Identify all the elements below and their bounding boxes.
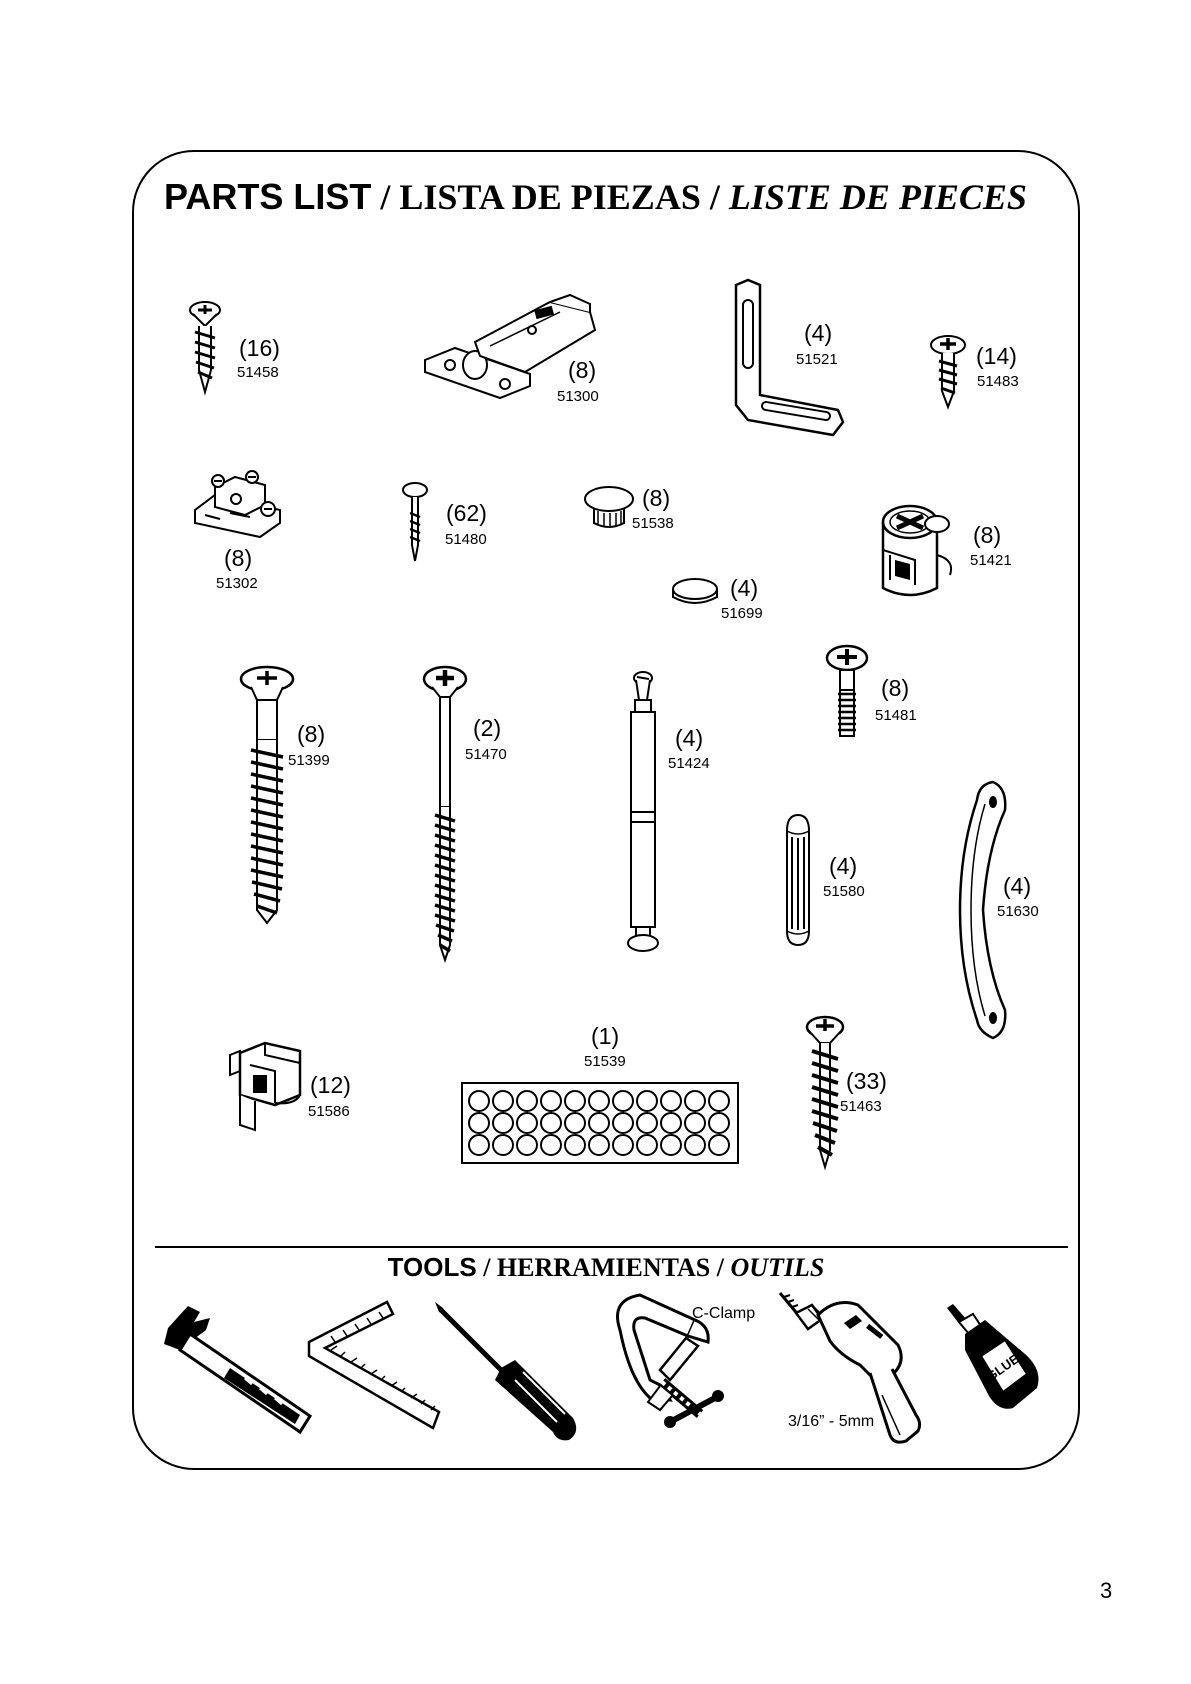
hammer-icon — [150, 1300, 320, 1440]
long-wood-screw-icon — [237, 665, 297, 927]
tool-drill — [770, 1285, 950, 1455]
part-code: 51630 — [997, 903, 1039, 920]
part-qty: (1) — [591, 1023, 620, 1049]
machine-screw-icon — [825, 645, 875, 740]
part-code: 51481 — [875, 707, 917, 724]
tools-title: TOOLS / HERRAMIENTAS / OUTILS — [387, 1252, 825, 1282]
part-qty: (16) — [239, 335, 280, 361]
tool-hammer — [150, 1300, 320, 1440]
part-code: 51521 — [796, 351, 838, 368]
part-code: 51580 — [823, 883, 865, 900]
tool-c-clamp — [600, 1290, 770, 1450]
part-code: 51424 — [668, 755, 710, 772]
part-51539 — [460, 1020, 740, 1165]
part-code: 51586 — [308, 1103, 350, 1120]
part-51483 — [928, 335, 1038, 410]
part-51302 — [190, 465, 300, 595]
coarse-screw-icon — [800, 1015, 850, 1170]
part-51300 — [420, 290, 620, 420]
part-qty: (4) — [675, 725, 704, 751]
part-51521 — [728, 280, 868, 450]
hinge-mounting-plate-icon — [190, 465, 290, 540]
page-number: 3 — [1100, 1578, 1113, 1603]
tool-label: 3/16” - 5mm — [788, 1413, 875, 1430]
part-51458 — [185, 300, 305, 400]
tools-divider — [155, 1246, 1068, 1248]
nail-icon — [400, 483, 430, 563]
part-code: 51302 — [216, 575, 258, 592]
cam-lock-icon — [875, 500, 960, 600]
part-qty: (62) — [446, 500, 487, 526]
part-qty: (12) — [310, 1072, 351, 1098]
part-qty: (8) — [881, 675, 910, 701]
part-51463 — [800, 1015, 910, 1170]
part-qty: (8) — [973, 522, 1002, 548]
shelf-support-icon — [225, 1035, 310, 1135]
part-qty: (2) — [473, 715, 502, 741]
part-51630 — [955, 780, 1065, 1040]
glue-bottle-label: GLUE — [983, 1351, 1022, 1385]
screwdriver-icon — [433, 1300, 583, 1445]
part-51586 — [225, 1035, 365, 1135]
part-code: 51538 — [632, 515, 674, 532]
part-code: 51300 — [557, 388, 599, 405]
part-qty: (33) — [846, 1068, 887, 1094]
part-code: 51480 — [445, 531, 487, 548]
part-qty: (8) — [568, 357, 597, 383]
tool-glue-bottle — [945, 1300, 1055, 1420]
part-qty: (8) — [642, 485, 671, 511]
part-qty: (8) — [297, 721, 326, 747]
tool-square-ruler — [307, 1300, 447, 1440]
part-qty: (4) — [730, 575, 759, 601]
part-code: 51458 — [237, 364, 279, 381]
glue-bottle-icon — [945, 1300, 1055, 1420]
part-qty: (4) — [804, 320, 833, 346]
part-51399 — [237, 665, 367, 930]
part-qty: (4) — [1003, 873, 1032, 899]
part-code: 51483 — [977, 373, 1019, 390]
part-51421 — [875, 500, 1025, 600]
part-code: 51421 — [970, 552, 1012, 569]
part-qty: (8) — [224, 545, 253, 571]
page-title: PARTS LIST / LISTA DE PIEZAS / LISTE DE PIECES — [164, 176, 1027, 217]
part-51481 — [825, 645, 935, 740]
part-51699 — [670, 575, 780, 625]
part-51470 — [420, 665, 530, 965]
tool-screwdriver — [433, 1300, 583, 1445]
part-qty: (14) — [976, 343, 1017, 369]
wood-dowel-icon — [783, 813, 813, 948]
part-code: 51470 — [465, 746, 507, 763]
part-code: 51539 — [584, 1053, 626, 1070]
square-ruler-icon — [307, 1300, 447, 1440]
tool-label: C-Clamp — [692, 1305, 756, 1322]
bumper-pad-icon — [670, 575, 720, 610]
hole-cap-icon — [582, 485, 637, 530]
part-qty: (4) — [829, 853, 858, 879]
long-thin-screw-icon — [420, 665, 470, 963]
connector-bolt-icon — [623, 670, 663, 955]
part-code: 51463 — [840, 1098, 882, 1115]
part-51424 — [623, 670, 733, 955]
pan-head-screw-icon — [928, 335, 968, 410]
part-code: 51699 — [721, 605, 763, 622]
flat-head-screw-icon — [185, 300, 225, 395]
part-51538 — [582, 485, 692, 545]
part-51480 — [400, 483, 510, 563]
part-51580 — [783, 813, 893, 948]
part-code: 51399 — [288, 752, 330, 769]
